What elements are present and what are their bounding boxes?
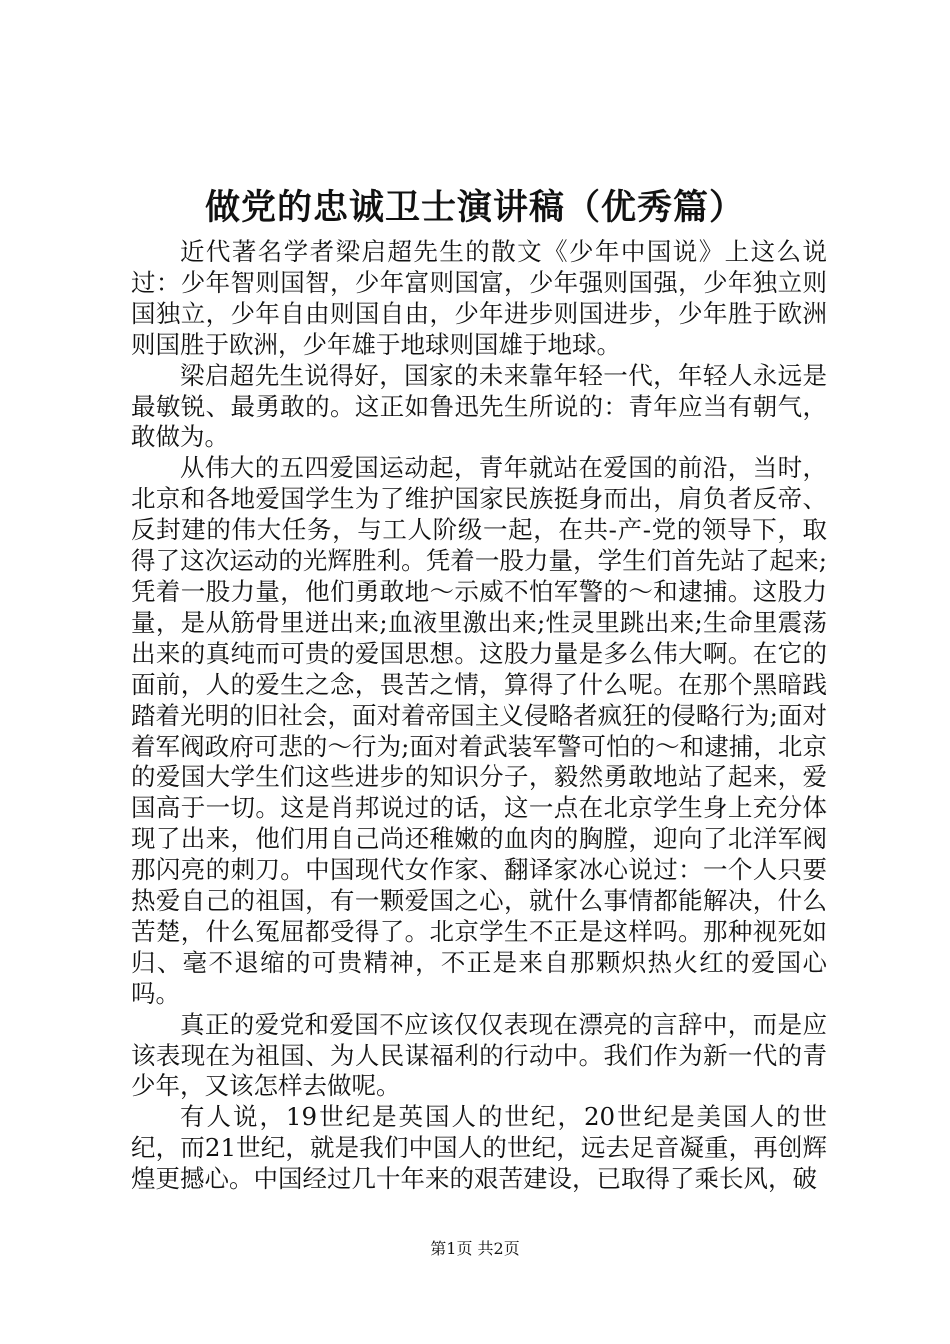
document-body bbox=[131, 237, 827, 1195]
document-title: 做党的忠诚卫士演讲稿（优秀篇） bbox=[204, 187, 745, 228]
page-number-footer: 第1页 共2页 bbox=[430, 1239, 520, 1258]
paragraph-5: 有人说，19世纪是英国人的世纪，20世纪是美国人的世纪，而21世纪，就是我们中国人的世纪，远去足音凝重，再创辉煌更撼心。中国经过几十年来的艰苦建设，已取得了乘长风，破 bbox=[131, 1102, 827, 1194]
paragraph-4: 真正的爱党和爱国不应该仅仅表现在漂亮的言辞中，而是应该表现在为祖国、为人民谋福利的行动中。我们作为新一代的青少年，又该怎样去做呢。 bbox=[131, 1009, 827, 1101]
paragraph-1: 近代著名学者梁启超先生的散文《少年中国说》上这么说过：少年智则国智，少年富则国富，少年强则国强，少年独立则国独立，少年自由则国自由，少年进步则国进步，少年胜于欧洲则国胜于欧洲，少年雄于地球则国雄于地球。 bbox=[131, 237, 827, 359]
paragraph-2: 梁启超先生说得好，国家的未来靠年轻一代，年轻人永远是最敏锐、最勇敢的。这正如鲁迅先生所说的：青年应当有朝气，敢做为。 bbox=[131, 360, 827, 452]
paragraph-3: 从伟大的五四爱国运动起，青年就站在爱国的前沿，当时，北京和各地爱国学生为了维护国家民族挺身而出，肩负者反帝、反封建的伟大任务，与工人阶级一起，在共-产-党的领导下，取得了这次运动的光辉胜利。凭着一股力量，学生们首先站了起来;凭着一股力量，他们勇敢地～示威不怕军警的～和逮捕。这股力量，是从筋骨里迸出来;血液里激出来;性灵里跳出来;生命里震荡出来的真纯而可贵的爱国思想。这股力量是多么伟大啊。在它的面前，人的爱生之念，畏苦之情，算得了什么呢。在那个黑暗践踏着光明的旧社会，面对着帝国主义侵略者疯狂的侵略行为;面对着军阀政府可悲的～行为;面对着武装军警可怕的～和逮捕，北京的爱国大学生们这些进步的知识分子，毅然勇敢地站了起来，爱国高于一切。这是肖邦说过的话，这一点在北京学生身上充分体现了出来，他们用自己尚还稚嫩的血肉的胸膛，迎向了北洋军阀那闪亮的刺刀。中国现代女作家、翻译家冰心说过：一个人只要热爱自己的祖国，有一颗爱国之心，就什么事情都能解决，什么苦楚，什么冤屈都受得了。北京学生不正是这样吗。那种视死如归、毫不退缩的可贵精神，不正是来自那颗炽热火红的爱国心吗。 bbox=[131, 453, 827, 1008]
